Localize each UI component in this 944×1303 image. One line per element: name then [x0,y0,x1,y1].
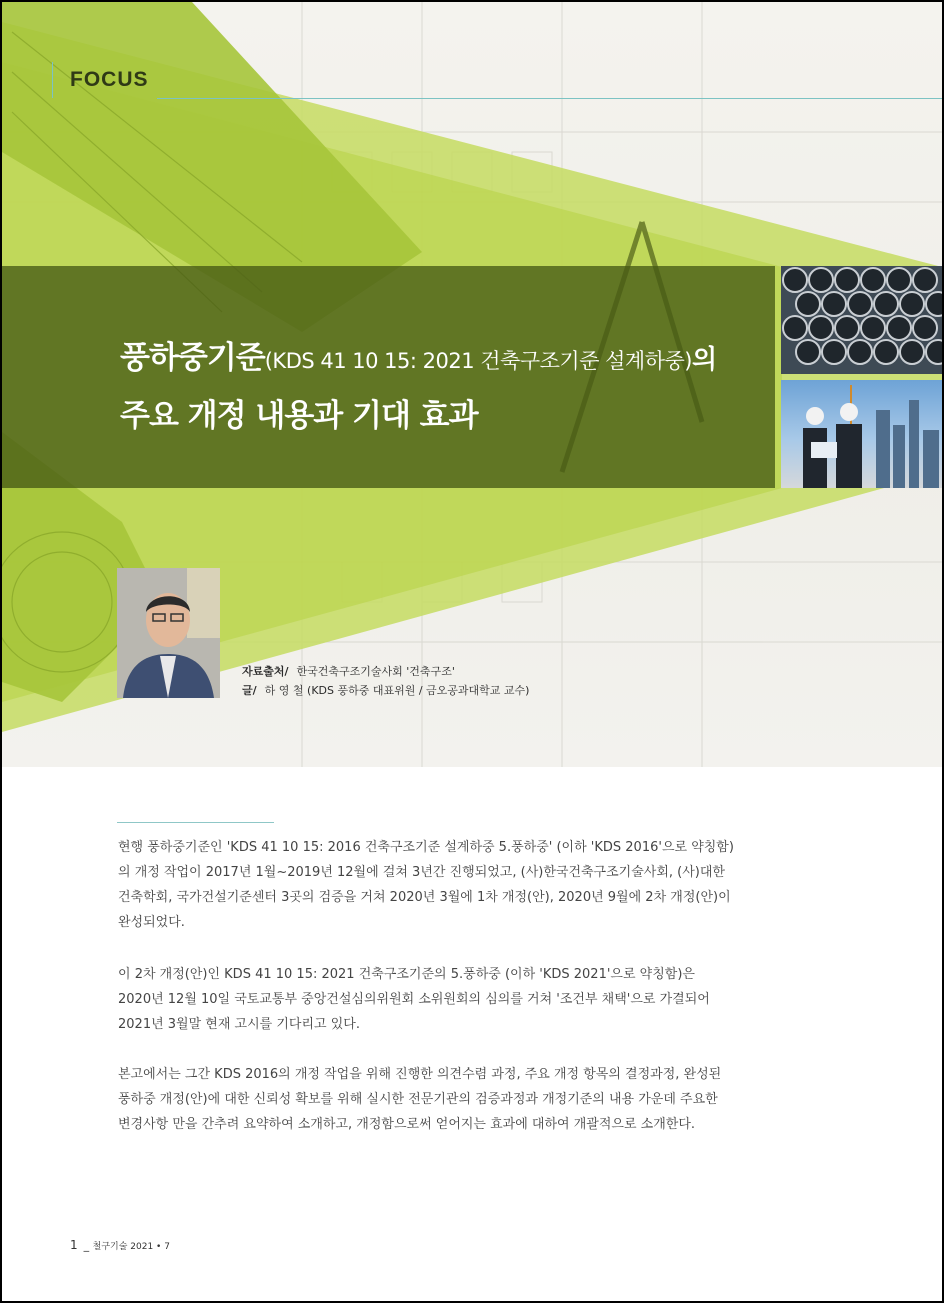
source-label: 자료출처/ [242,665,289,678]
paragraph-line: 2021년 3월말 현재 고시를 기다리고 있다. [118,1017,360,1032]
paragraph-line: 본고에서는 그간 KDS 2016의 개정 작업을 위해 진행한 의견수렴 과정, 주요 개정 항목의 결정과정, 완성된 [118,1067,722,1082]
author-portrait [117,568,220,698]
paragraph-line: 풍하중 개정(안)에 대한 신뢰성 확보를 위해 실시한 전문기관의 검증과정과 개정기준의 내용 가운데 주요한 [118,1092,718,1107]
paragraph-2 [118,962,778,1037]
intro-rule [117,822,274,823]
paragraph-line: 완성되었다. [118,915,185,930]
paragraph-line: 2020년 12월 10일 국토교통부 중앙건설심의위원회 소위원회의 심의를 거쳐 '조건부 채택'으로 가결되어 [118,992,710,1007]
source-credit [242,663,455,679]
title-band [2,266,775,488]
magazine-name: 철구기술 2021 • 7 [92,1242,170,1252]
paragraph-line: 이 2차 개정(안)인 KDS 41 10 15: 2021 건축구조기준의 5.풍하중 (이하 'KDS 2021'으로 약칭함)은 [118,967,695,982]
title-particle: 의 [692,345,717,375]
paragraph-line: 현행 풍하중기준인 'KDS 41 10 15: 2016 건축구조기준 설계하중 5.풍하중' (이하 'KDS 2016'으로 약칭함) [118,840,734,855]
paragraph-3 [118,1062,778,1137]
page-footer [70,1238,170,1252]
section-label: FOCUS [70,68,149,91]
author-value: 하 영 철 (KDS 풍하중 대표위원 / 금오공과대학교 교수) [264,684,530,697]
focus-accent-line [52,62,53,98]
footer-separator: _ [83,1239,90,1252]
steel-pipes-photo [781,266,942,374]
author-credit [242,682,529,698]
paragraph-1 [118,835,778,935]
paragraph-line: 의 개정 작업이 2017년 1월~2019년 12월에 걸쳐 3년간 진행되었고, (사)한국건축구조기술사회, (사)대한 [118,865,725,880]
author-label: 글/ [242,684,257,697]
engineers-photo [781,380,942,488]
hero-banner [2,2,942,767]
paragraph-line: 변경사항 만을 간추려 요약하여 소개하고, 개정함으로써 얻어지는 효과에 대하여 개괄적으로 소개한다. [118,1117,696,1132]
source-value: 한국건축구조기술사회 '건축구조' [296,665,455,678]
article-title-line1 [120,332,716,377]
paragraph-line: 건축학회, 국가건설기준센터 3곳의 검증을 거쳐 2020년 3월에 1차 개정(안), 2020년 9월에 2차 개정(안)이 [118,890,731,905]
title-code: (KDS 41 10 15: 2021 건축구조기준 설계하중) [264,349,692,373]
header-rule [157,98,942,99]
page-number: 1 [70,1238,78,1252]
title-main: 풍하중기준 [120,340,265,376]
article-title-line2: 주요 개정 내용과 기대 효과 [120,398,478,434]
